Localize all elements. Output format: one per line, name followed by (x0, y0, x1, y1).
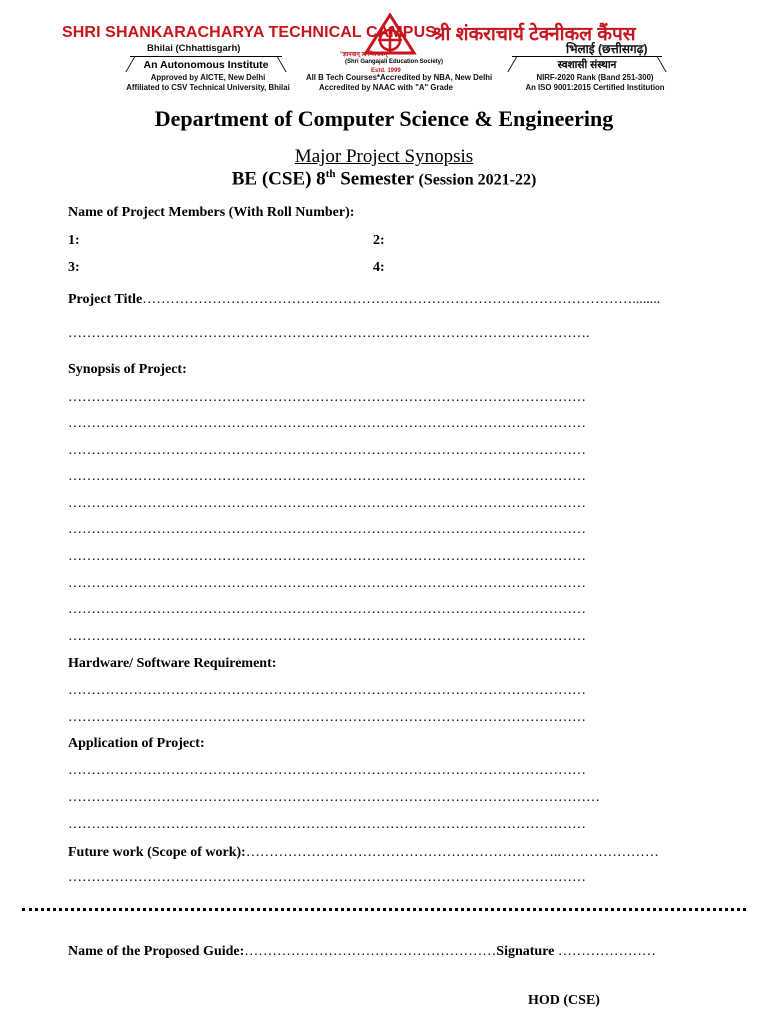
logo-motto: "ज्ञानवान् त्व भिश्चयम्" (340, 52, 391, 58)
application-label: Application of Project: (68, 736, 205, 751)
member-4-field[interactable]: 4: (373, 260, 385, 275)
signature-field[interactable]: ………………… (554, 944, 656, 959)
application-line-2[interactable]: …………………………………………………………………………………………………… (68, 790, 600, 805)
synopsis-line-7[interactable]: ………………………………………………………………………………………………… (68, 549, 586, 564)
department-title: Department of Computer Science & Engineering (154, 106, 614, 131)
semester-suffix: Semester (335, 168, 414, 190)
synopsis-line-10[interactable]: ………………………………………………………………………………………………… (68, 629, 586, 644)
future-work-row (68, 843, 688, 861)
project-title-label: Project Title (68, 292, 143, 307)
nirf-rank-text: NIRF-2020 Rank (Band 251-300) (536, 73, 654, 82)
naac-accreditation-text: Accredited by NAAC with "A" Grade (319, 83, 453, 92)
hardware-software-line-1[interactable]: ………………………………………………………………………………………………… (68, 683, 586, 698)
synopsis-line-5[interactable]: ………………………………………………………………………………………………… (68, 496, 586, 511)
application-line-3[interactable]: ………………………………………………………………………………………………… (68, 817, 586, 832)
member-1-field[interactable]: 1: (68, 233, 80, 248)
guide-row (68, 942, 708, 960)
campus-location-hindi: भिलाई (छत्तीसगढ़) (566, 42, 648, 56)
synopsis-line-9[interactable]: ………………………………………………………………………………………………… (68, 602, 586, 617)
synopsis-line-2[interactable]: ………………………………………………………………………………………………… (68, 416, 586, 431)
members-label: Name of Project Members (With Roll Number): (68, 205, 355, 220)
document-title-text: Major Project Synopsis (294, 146, 474, 167)
hod-signature-label: HOD (CSE) (528, 993, 600, 1008)
document-title (0, 146, 768, 168)
project-title-field[interactable]: ……………………………………………………………………………………………........ (142, 292, 661, 307)
semester-ordinal: th (325, 168, 336, 180)
future-work-label: Future work (Scope of work): (68, 845, 246, 860)
campus-name-english: SHRI SHANKARACHARYA TECHNICAL CAMPUS (62, 24, 436, 41)
autonomous-banner-english (130, 56, 282, 72)
member-2-field[interactable]: 2: (373, 233, 385, 248)
future-work-field[interactable]: …………………………………………………………..………………… (245, 845, 659, 860)
synopsis-line-6[interactable]: ………………………………………………………………………………………………… (68, 522, 586, 537)
nba-accreditation-text: All B Tech Courses*Accredited by NBA, New Delhi (306, 73, 493, 82)
future-work-line-2[interactable]: ………………………………………………………………………………………………… (68, 870, 586, 885)
guide-name-field[interactable]: ……………………………………………… (244, 944, 497, 959)
synopsis-line-1[interactable]: ………………………………………………………………………………………………… (68, 390, 586, 405)
section-divider (22, 908, 746, 915)
autonomous-label-hindi: स्वशासी संस्थान (557, 58, 617, 71)
semester-prefix: BE (CSE) 8 (231, 168, 326, 190)
synopsis-line-3[interactable]: ………………………………………………………………………………………………… (68, 443, 586, 458)
synopsis-label: Synopsis of Project: (68, 362, 187, 377)
signature-label: Signature (496, 944, 555, 959)
campus-location-english: Bhilai (Chhattisgarh) (147, 43, 241, 54)
established-year: Estd. 1999 (371, 68, 401, 74)
accreditation-right (510, 73, 680, 93)
autonomous-label-english: An Autonomous Institute (143, 58, 269, 71)
semester-line (0, 168, 768, 190)
hardware-software-line-2[interactable]: ………………………………………………………………………………………………… (68, 710, 586, 725)
session-text: (Session 2021-22) (418, 171, 537, 189)
hardware-software-label: Hardware/ Software Requirement: (68, 656, 277, 671)
accreditation-center (306, 73, 493, 93)
campus-name-hindi: श्री शंकराचार्य टेक्नीकल कैंपस (432, 24, 636, 45)
guide-label: Name of the Proposed Guide: (68, 944, 245, 959)
iso-certification-text: An ISO 9001:2015 Certified Institution (525, 83, 665, 92)
accreditation-left (118, 73, 298, 93)
project-title-row (68, 290, 688, 308)
synopsis-line-4[interactable]: ………………………………………………………………………………………………… (68, 469, 586, 484)
society-name: (Shri Gangajali Education Society) (345, 59, 444, 65)
application-line-1[interactable]: ………………………………………………………………………………………………… (68, 763, 586, 778)
project-title-field-line-2[interactable]: …………………………………………………………………………………………………. (68, 326, 590, 341)
autonomous-banner-hindi (512, 56, 662, 72)
aicte-approval-text: Approved by AICTE, New Delhi (150, 73, 266, 82)
university-affiliation-text: Affiliated to CSV Technical University, Bhilai (126, 83, 290, 92)
member-3-field[interactable]: 3: (68, 260, 80, 275)
synopsis-line-8[interactable]: ………………………………………………………………………………………………… (68, 576, 586, 591)
